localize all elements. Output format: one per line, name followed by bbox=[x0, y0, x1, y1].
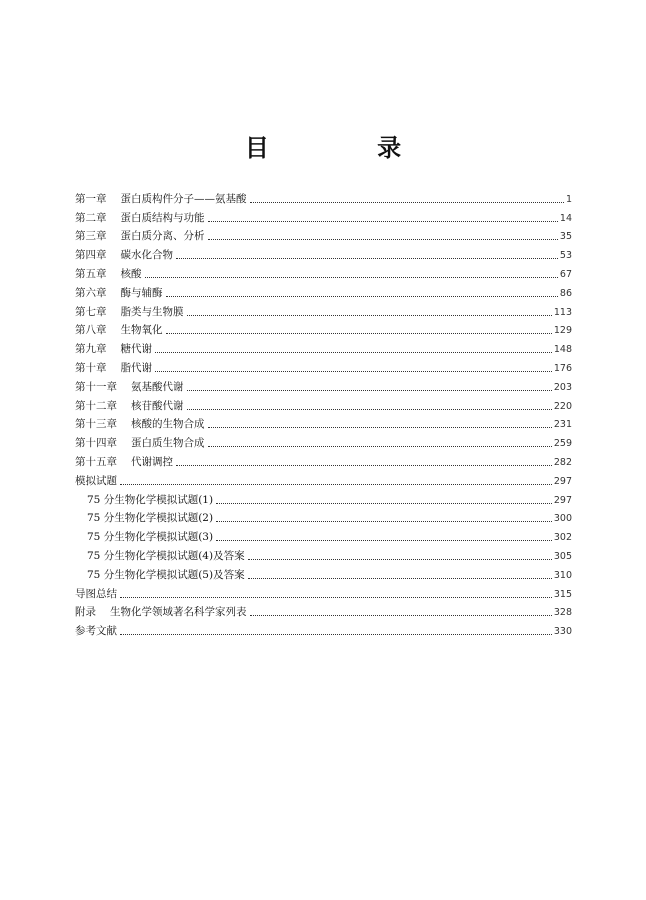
page-number: 67 bbox=[559, 268, 572, 280]
dot-leader bbox=[155, 352, 552, 353]
dot-leader bbox=[120, 634, 552, 635]
entry-title: 75 分生物化学模拟试题(1) bbox=[87, 493, 214, 506]
chapter-number: 第十五章 bbox=[75, 455, 117, 468]
chapter-number: 第十三章 bbox=[75, 418, 117, 431]
chapter-number: 第四章 bbox=[75, 249, 107, 262]
page-number: 315 bbox=[553, 588, 572, 600]
dot-leader bbox=[216, 540, 552, 541]
dot-leader bbox=[187, 390, 552, 391]
toc-subentry[interactable] bbox=[75, 525, 572, 544]
page-number: 86 bbox=[559, 287, 572, 299]
entry-title: 生物氧化 bbox=[120, 324, 163, 337]
page-number: 1 bbox=[565, 193, 572, 205]
entry-title: 75 分生物化学模拟试题(3) bbox=[87, 531, 214, 544]
toc-entry[interactable] bbox=[75, 601, 572, 620]
chapter-number: 第七章 bbox=[75, 305, 107, 318]
dot-leader bbox=[155, 371, 552, 372]
dot-leader bbox=[216, 503, 552, 504]
toc-subentry[interactable] bbox=[75, 507, 572, 526]
dot-leader bbox=[216, 521, 552, 522]
dot-leader bbox=[187, 409, 552, 410]
entry-title: 蛋白质构件分子——氨基酸 bbox=[120, 192, 247, 205]
entry-title: 75 分生物化学模拟试题(4)及答案 bbox=[87, 549, 245, 562]
chapter-number: 第八章 bbox=[75, 324, 107, 337]
toc-entry[interactable] bbox=[75, 225, 572, 244]
page-number: 259 bbox=[553, 438, 572, 450]
dot-leader bbox=[176, 258, 558, 259]
page-number: 302 bbox=[553, 532, 572, 544]
toc-entry[interactable] bbox=[75, 375, 572, 394]
chapter-number: 第十四章 bbox=[75, 437, 117, 450]
page-number: 148 bbox=[553, 344, 572, 356]
page-number: 129 bbox=[553, 325, 572, 337]
page-number: 53 bbox=[559, 250, 572, 262]
dot-leader bbox=[120, 484, 552, 485]
entry-title: 蛋白质结构与功能 bbox=[120, 211, 205, 224]
toc-entry[interactable] bbox=[75, 243, 572, 262]
toc-entry[interactable] bbox=[75, 413, 572, 432]
page-number: 300 bbox=[553, 513, 572, 525]
entry-title: 脂类与生物膜 bbox=[120, 305, 184, 318]
toc-entry[interactable] bbox=[75, 206, 572, 225]
page-number: 297 bbox=[553, 494, 572, 506]
dot-leader bbox=[248, 559, 552, 560]
table-of-contents bbox=[75, 187, 572, 638]
entry-title: 75 分生物化学模拟试题(2) bbox=[87, 512, 214, 525]
page-number: 203 bbox=[553, 381, 572, 393]
dot-leader bbox=[250, 202, 564, 203]
entry-title: 糖代谢 bbox=[120, 343, 152, 356]
chapter-number: 第六章 bbox=[75, 286, 107, 299]
entry-title: 生物化学领域著名科学家列表 bbox=[110, 606, 247, 619]
page-number: 113 bbox=[553, 306, 572, 318]
entry-title: 核酸 bbox=[120, 267, 142, 280]
toc-entry[interactable] bbox=[75, 469, 572, 488]
entry-title: 代谢调控 bbox=[131, 455, 173, 468]
page-number: 330 bbox=[553, 626, 572, 638]
page-number: 231 bbox=[553, 419, 572, 431]
dot-leader bbox=[248, 578, 552, 579]
page-number: 297 bbox=[553, 475, 572, 487]
entry-title: 脂代谢 bbox=[120, 361, 152, 374]
chapter-number: 第三章 bbox=[75, 230, 107, 243]
chapter-number: 附录 bbox=[75, 606, 96, 619]
dot-leader bbox=[208, 446, 552, 447]
toc-entry[interactable] bbox=[75, 582, 572, 601]
dot-leader bbox=[166, 296, 558, 297]
dot-leader bbox=[208, 427, 552, 428]
entry-title: 参考文献 bbox=[75, 625, 117, 638]
entry-title: 碳水化合物 bbox=[120, 249, 173, 262]
dot-leader bbox=[145, 277, 558, 278]
chapter-number: 第九章 bbox=[75, 343, 107, 356]
page-number: 305 bbox=[553, 550, 572, 562]
toc-entry[interactable] bbox=[75, 394, 572, 413]
toc-entry[interactable] bbox=[75, 187, 572, 206]
chapter-number: 第十章 bbox=[75, 361, 107, 374]
entry-title: 蛋白质分离、分析 bbox=[120, 230, 205, 243]
toc-entry[interactable] bbox=[75, 337, 572, 356]
toc-subentry[interactable] bbox=[75, 563, 572, 582]
entry-title: 氨基酸代谢 bbox=[131, 380, 184, 393]
toc-entry[interactable] bbox=[75, 450, 572, 469]
entry-title: 75 分生物化学模拟试题(5)及答案 bbox=[87, 568, 245, 581]
page-number: 35 bbox=[559, 231, 572, 243]
page-number: 14 bbox=[559, 212, 572, 224]
chapter-number: 第五章 bbox=[75, 267, 107, 280]
entry-title: 导图总结 bbox=[75, 587, 117, 600]
toc-subentry[interactable] bbox=[75, 544, 572, 563]
entry-title: 酶与辅酶 bbox=[120, 286, 163, 299]
dot-leader bbox=[208, 239, 558, 240]
entry-title: 核酸的生物合成 bbox=[131, 418, 205, 431]
toc-entry[interactable] bbox=[75, 281, 572, 300]
page-number: 328 bbox=[553, 607, 572, 619]
entry-title: 蛋白质生物合成 bbox=[131, 437, 205, 450]
chapter-number: 第一章 bbox=[75, 192, 107, 205]
page-number: 282 bbox=[553, 456, 572, 468]
toc-entry[interactable] bbox=[75, 262, 572, 281]
toc-entry[interactable] bbox=[75, 356, 572, 375]
page-title: 目 录 bbox=[244, 134, 452, 162]
entry-title: 核苷酸代谢 bbox=[131, 399, 184, 412]
toc-entry[interactable] bbox=[75, 300, 572, 319]
dot-leader bbox=[166, 333, 552, 334]
dot-leader bbox=[250, 615, 552, 616]
chapter-number: 第十二章 bbox=[75, 399, 117, 412]
page-number: 220 bbox=[553, 400, 572, 412]
toc-entry[interactable] bbox=[75, 619, 572, 638]
toc-subentry[interactable] bbox=[75, 488, 572, 507]
page-number: 310 bbox=[553, 569, 572, 581]
dot-leader bbox=[187, 315, 552, 316]
entry-title: 模拟试题 bbox=[75, 474, 117, 487]
chapter-number: 第十一章 bbox=[75, 380, 117, 393]
dot-leader bbox=[176, 465, 552, 466]
dot-leader bbox=[208, 221, 558, 222]
dot-leader bbox=[120, 597, 552, 598]
toc-entry[interactable] bbox=[75, 431, 572, 450]
page-number: 176 bbox=[553, 362, 572, 374]
toc-entry[interactable] bbox=[75, 319, 572, 338]
chapter-number: 第二章 bbox=[75, 211, 107, 224]
